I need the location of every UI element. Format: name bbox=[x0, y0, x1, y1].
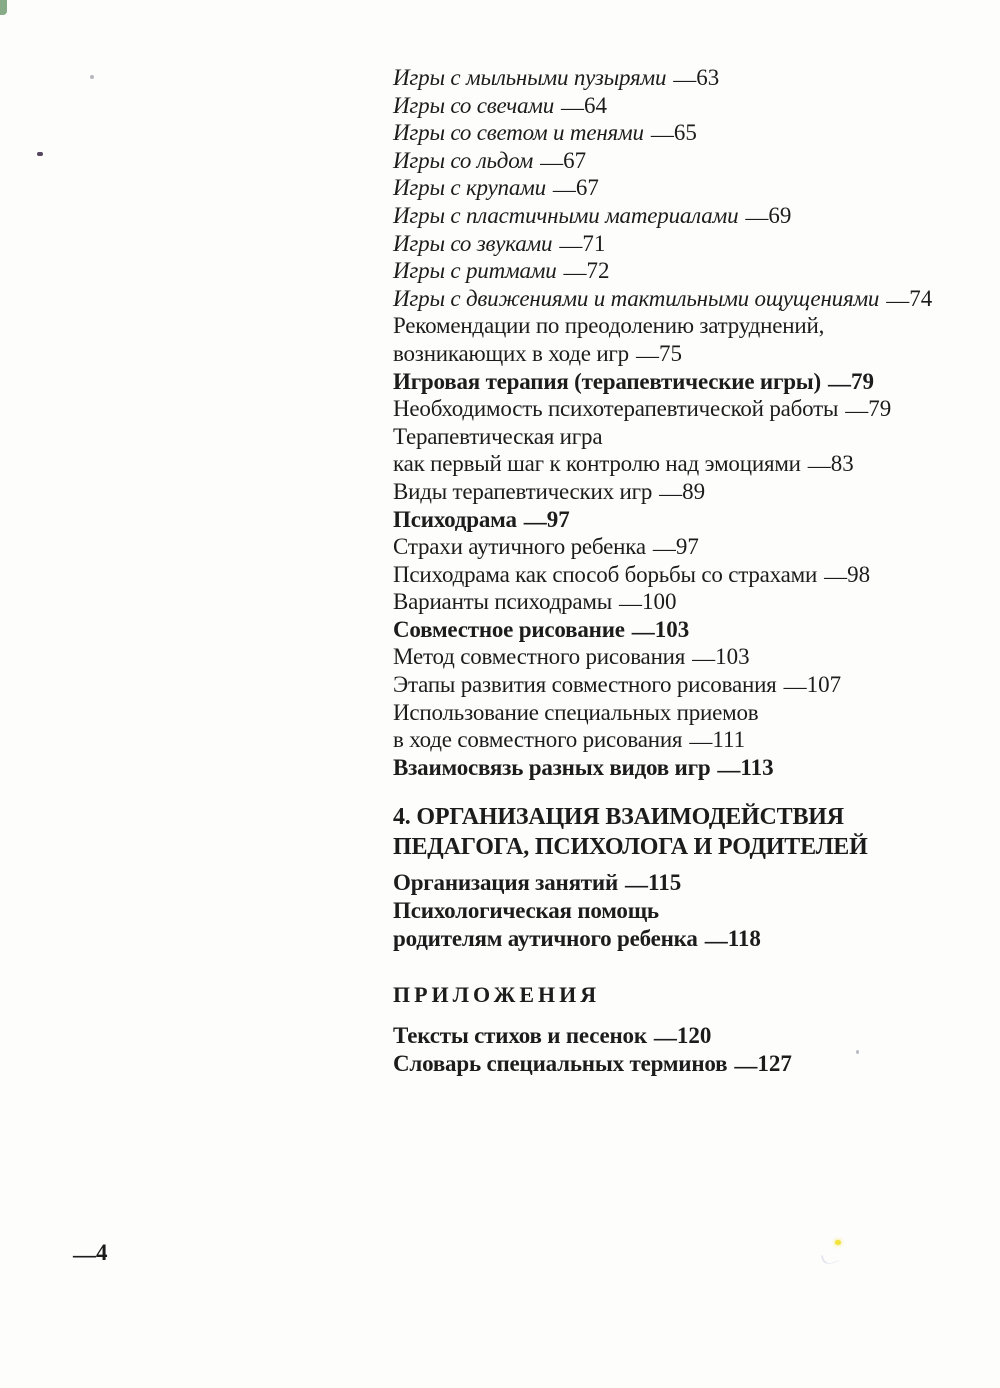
toc-entry-text: Психологическая помощь bbox=[393, 898, 659, 923]
toc-entry-dash: — bbox=[625, 872, 648, 897]
toc-entry-dash: — bbox=[783, 674, 806, 700]
toc-entry-page: 75 bbox=[658, 340, 682, 366]
toc-entry-page: 63 bbox=[696, 65, 720, 90]
toc-entry-dash: — bbox=[653, 1025, 676, 1050]
toc-entry-page: 118 bbox=[727, 926, 761, 951]
toc-entry bbox=[393, 64, 932, 92]
toc-entry bbox=[393, 368, 932, 396]
toc-entry bbox=[393, 588, 932, 616]
toc-entry-page: 72 bbox=[586, 258, 610, 284]
toc-entry bbox=[393, 925, 761, 953]
toc-entry-text: Игры с крупами bbox=[393, 175, 546, 201]
toc-entry bbox=[393, 506, 932, 534]
toc-entry bbox=[393, 340, 932, 368]
toc-entry-text: Организация занятий bbox=[393, 870, 619, 895]
toc-entry bbox=[393, 312, 932, 340]
toc-entry bbox=[393, 699, 932, 727]
toc-chapter4-heading bbox=[393, 803, 868, 862]
toc-entry-text: Игры со свечами bbox=[393, 92, 555, 118]
scan-speck bbox=[821, 1251, 840, 1266]
toc-entry-page: 67 bbox=[563, 147, 587, 173]
toc-entry bbox=[393, 257, 932, 285]
toc-entry-dash: — bbox=[563, 260, 586, 286]
page-number bbox=[66, 1240, 108, 1266]
toc-entry bbox=[393, 395, 932, 423]
toc-entry bbox=[393, 643, 932, 671]
toc-entry-text: 4. ОРГАНИЗАЦИЯ ВЗАИМОДЕЙСТВИЯ bbox=[393, 804, 844, 830]
toc-entry-page: 115 bbox=[648, 870, 682, 895]
toc-entry bbox=[393, 478, 932, 506]
toc-entry-dash: — bbox=[561, 94, 584, 120]
toc-entry bbox=[393, 450, 932, 478]
toc-entry-text: Этапы развития совместного рисования bbox=[393, 672, 777, 698]
toc-entry-page: 103 bbox=[654, 616, 690, 642]
toc-entry bbox=[393, 616, 932, 644]
toc-appendix-list bbox=[393, 1022, 792, 1077]
toc-entry-text: в ходе совместного рисования bbox=[393, 727, 683, 753]
page-number-dash: — bbox=[73, 1242, 95, 1267]
toc-entry-text: Взаимосвязь разных видов игр bbox=[393, 754, 711, 780]
toc-entry-text: возникающих в ходе игр bbox=[393, 340, 629, 366]
toc-entry-page: 69 bbox=[768, 202, 792, 228]
toc-entry-page: 65 bbox=[673, 120, 697, 146]
toc-entry bbox=[393, 897, 761, 925]
toc-entry bbox=[393, 803, 868, 833]
toc-chapter3-list bbox=[393, 64, 932, 781]
scan-speck bbox=[856, 1050, 859, 1054]
toc-entry-text: Игровая терапия (терапевтические игры) bbox=[393, 368, 822, 394]
toc-entry bbox=[393, 285, 932, 313]
toc-entry-text: Использование специальных приемов bbox=[393, 699, 759, 725]
toc-entry-dash: — bbox=[717, 756, 740, 782]
toc-entry bbox=[393, 1022, 792, 1050]
toc-entry-text: Игры с движениями и тактильными ощущениями bbox=[393, 285, 880, 311]
toc-entry-text: Варианты психодрамы bbox=[393, 589, 613, 615]
toc-entry bbox=[393, 561, 932, 589]
toc-entry-page: 64 bbox=[584, 92, 608, 118]
toc-entry-dash: — bbox=[828, 370, 851, 396]
toc-entry-page: 100 bbox=[642, 589, 677, 615]
toc-entry bbox=[393, 869, 761, 897]
toc-entry-text: Игры со светом и тенями bbox=[393, 120, 644, 146]
toc-entry-dash: — bbox=[673, 67, 696, 92]
toc-entry-page: 83 bbox=[830, 451, 854, 477]
toc-entry-page: 71 bbox=[582, 230, 606, 256]
toc-entry-dash: — bbox=[745, 204, 768, 230]
toc-entry-dash: — bbox=[824, 563, 847, 589]
toc-entry-text: Тексты стихов и песенок bbox=[393, 1023, 647, 1048]
toc-entry-dash: — bbox=[845, 398, 868, 424]
page-number-value: 4 bbox=[96, 1240, 108, 1265]
scan-speck bbox=[835, 1240, 841, 1245]
toc-entry bbox=[393, 174, 932, 202]
toc-entry-text: как первый шаг к контролю над эмоциями bbox=[393, 451, 801, 477]
toc-entry-page: 89 bbox=[682, 478, 706, 504]
toc-entry-text: Необходимость психотерапевтической работы bbox=[393, 396, 839, 422]
toc-entry bbox=[393, 202, 932, 230]
toc-entry-text: Игры с мыльными пузырями bbox=[393, 65, 667, 90]
toc-entry-page: 107 bbox=[806, 672, 842, 698]
toc-entry bbox=[393, 726, 932, 754]
toc-entry-page: 79 bbox=[851, 368, 875, 394]
toc-entry-text: Игры со льдом bbox=[393, 147, 534, 173]
toc-entry-text: Рекомендации по преодолению затруднений, bbox=[393, 313, 825, 339]
toc-entry-text: Психодрама bbox=[393, 506, 517, 532]
toc-entry-text: Метод совместного рисования bbox=[393, 644, 686, 670]
toc-entry-page: 74 bbox=[909, 285, 933, 311]
toc-entry-dash: — bbox=[704, 928, 727, 953]
toc-entry-dash: — bbox=[523, 508, 546, 534]
toc-entry-dash: — bbox=[659, 480, 682, 506]
toc-entry-dash: — bbox=[635, 342, 658, 368]
scan-edge-mark bbox=[0, 0, 7, 15]
toc-entry-dash: — bbox=[619, 591, 642, 617]
toc-entry bbox=[393, 92, 932, 120]
toc-appendix-heading: ПРИЛОЖЕНИЯ bbox=[393, 982, 601, 1007]
toc-entry-text: Терапевтическая игра bbox=[393, 423, 603, 449]
toc-entry-text: Игры со звуками bbox=[393, 230, 553, 256]
toc-entry-text: ПЕДАГОГА, ПСИХОЛОГА И РОДИТЕЛЕЙ bbox=[393, 833, 868, 860]
toc-entry-dash: — bbox=[540, 149, 563, 175]
toc-entry-dash: — bbox=[734, 1052, 757, 1078]
toc-entry bbox=[393, 833, 868, 863]
toc-entry bbox=[393, 533, 932, 561]
toc-entry-text: Игры с ритмами bbox=[393, 258, 557, 284]
toc-entry-page: 97 bbox=[546, 506, 570, 532]
toc-entry-dash: — bbox=[692, 646, 715, 672]
toc-entry-text: родителям аутичного ребенка bbox=[393, 926, 698, 951]
toc-entry-page: 98 bbox=[847, 561, 871, 587]
toc-entry-page: 111 bbox=[712, 727, 746, 753]
toc-entry-page: 120 bbox=[676, 1023, 712, 1048]
toc-entry-text: Виды терапевтических игр bbox=[393, 478, 653, 504]
toc-entry bbox=[393, 119, 932, 147]
scan-speck bbox=[90, 75, 94, 79]
toc-entry-dash: — bbox=[631, 618, 654, 644]
toc-entry-page: 103 bbox=[715, 644, 750, 670]
toc-entry-page: 113 bbox=[740, 754, 774, 780]
toc-entry-page: 79 bbox=[868, 396, 892, 422]
toc-entry bbox=[393, 1050, 792, 1078]
toc-entry-text: Словарь специальных терминов bbox=[393, 1050, 728, 1076]
toc-entry-text: Психодрама как способ борьбы со страхами bbox=[393, 561, 818, 587]
toc-chapter4-list bbox=[393, 869, 761, 953]
toc-entry-dash: — bbox=[650, 122, 673, 148]
toc-entry-page: 127 bbox=[757, 1050, 792, 1076]
toc-entry-page: 97 bbox=[675, 534, 699, 560]
toc-entry-dash: — bbox=[886, 287, 909, 313]
toc-entry-dash: — bbox=[807, 453, 830, 479]
toc-entry bbox=[393, 754, 932, 782]
toc-entry-page: 67 bbox=[575, 175, 599, 201]
toc-entry bbox=[393, 423, 932, 451]
toc-entry-text: Игры с пластичными материалами bbox=[393, 202, 739, 228]
toc-entry-dash: — bbox=[552, 177, 575, 203]
scan-speck bbox=[37, 152, 43, 156]
toc-entry-text: Совместное рисование bbox=[393, 616, 625, 642]
toc-entry-dash: — bbox=[689, 729, 712, 755]
toc-entry-text: Страхи аутичного ребенка bbox=[393, 534, 646, 560]
toc-entry-dash: — bbox=[559, 232, 582, 258]
toc-entry bbox=[393, 230, 932, 258]
toc-entry bbox=[393, 671, 932, 699]
toc-entry-dash: — bbox=[652, 536, 675, 562]
toc-entry bbox=[393, 147, 932, 175]
